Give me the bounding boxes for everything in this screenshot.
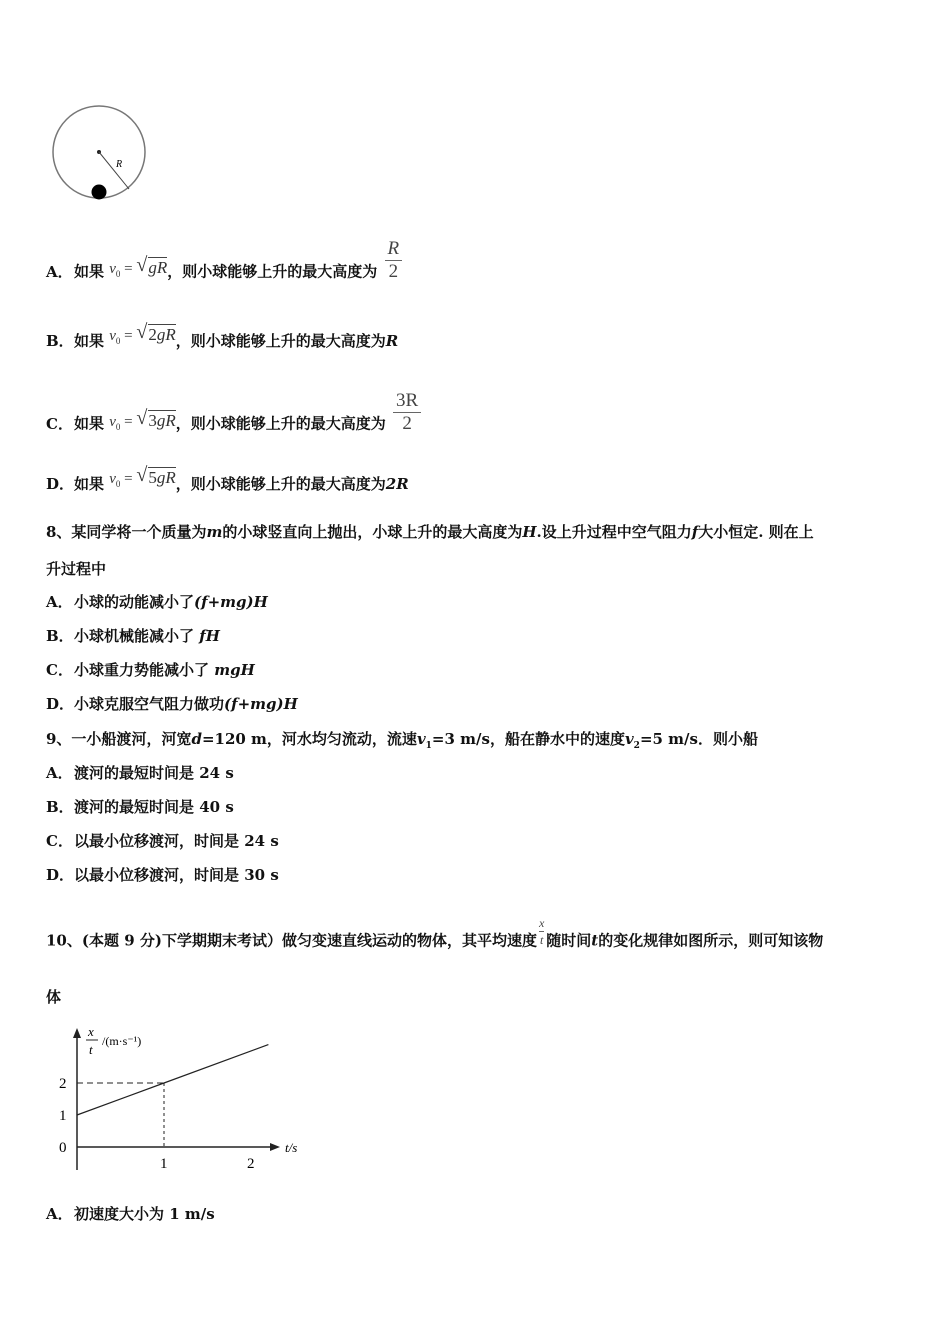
q9-option-d: D．以最小位移渡河，时间是 30 s [46, 866, 279, 884]
radius-line [99, 152, 129, 189]
q8-stem-line1: 8、某同学将一个质量为m的小球竖直向上抛出，小球上升的最大高度为H.设上升过程中空气阻力f大小恒定. 则在上 [46, 523, 814, 541]
velocity-time-chart [40, 1020, 320, 1180]
q10-stem: 10、(本题 9 分)下学期期末考试）做匀变速直线运动的物体，其平均速度 $\frac{x}{t}$ 随时间t的变化规律如图所示，则可知该物 [46, 916, 824, 950]
q9-option-b: B．渡河的最短时间是 40 s [46, 798, 234, 816]
q8-option-d: D．小球克服空气阻力做功(f+mg)H [46, 695, 298, 713]
q10-stem-line2: 体 [46, 988, 62, 1006]
q7-option-d: D．如果 $v_0$ = √ 5gR，则小球能够上升的最大高度为2R [46, 474, 409, 500]
q8-option-c: C．小球重力势能减小了 mgH [46, 661, 255, 679]
y-label-unit: /(m·s⁻¹) [102, 1034, 142, 1048]
radius-label: R [116, 159, 123, 170]
q8-option-b: B．小球机械能减小了 fH [46, 627, 220, 645]
x-axis-arrow [270, 1143, 280, 1151]
answer-fraction: $\frac{R}{2}$ [385, 238, 403, 283]
ball [92, 185, 107, 200]
q7-option-c: C．如果 $v_0$ = √ 3gR，则小球能够上升的最大高度为 $\frac{3R}{2}$ [46, 402, 423, 447]
q10-option-a: A．初速度大小为 1 m/s [46, 1205, 215, 1223]
x-tick-label: 1 [160, 1156, 168, 1172]
circle-figure [48, 103, 150, 203]
x-tick-label: 2 [247, 1156, 255, 1172]
q9-stem: 9、一小船渡河，河宽d=120 m，河水均匀流动，流速$v_1=3$ m/s，船在静水中的速度$v_2=5$ m/s．则小船 [46, 730, 758, 751]
y-label-numerator: x [88, 1024, 94, 1039]
y-tick-label: 0 [59, 1140, 67, 1156]
y-tick-label: 1 [59, 1108, 67, 1124]
series-line [77, 1045, 268, 1115]
avg-velocity-fraction: $\frac{x}{t}$ [538, 916, 545, 947]
q7-option-a: A．如果 $v_0$ = √ gR，则小球能够上升的最大高度为 $\frac{R}{2}$ [46, 250, 404, 295]
answer-fraction: $\frac{3R}{2}$ [393, 390, 421, 435]
q9-option-c: C．以最小位移渡河，时间是 24 s [46, 832, 279, 850]
q8-stem-line2: 升过程中 [46, 560, 107, 578]
y-label-denominator: t [89, 1042, 93, 1057]
q8-option-a: A．小球的动能减小了(f+mg)H [46, 593, 268, 611]
y-axis-arrow [73, 1028, 81, 1038]
x-axis-label: t/s [285, 1140, 298, 1155]
q9-option-a: A．渡河的最短时间是 24 s [46, 764, 234, 782]
y-tick-label: 2 [59, 1076, 67, 1092]
q7-option-b: B．如果 $v_0$ = √ 2gR，则小球能够上升的最大高度为R [46, 331, 398, 357]
